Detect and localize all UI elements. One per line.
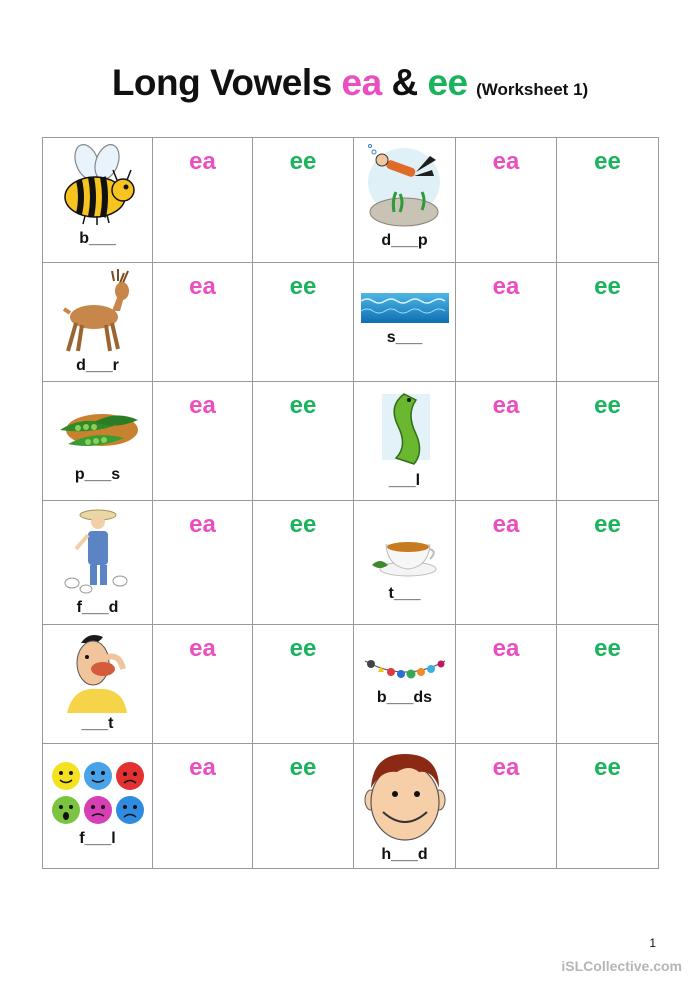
option-cell-ea[interactable]	[153, 625, 253, 744]
title-ee: ee	[427, 62, 468, 103]
option-ea: ea	[189, 392, 216, 419]
option-cell-ea[interactable]	[153, 382, 253, 501]
option-ee: ee	[289, 148, 317, 175]
option-cell-ee[interactable]	[253, 138, 354, 263]
word-clue: s___	[386, 329, 423, 346]
picture-cell	[354, 501, 456, 625]
option-cell-ea[interactable]	[456, 625, 557, 744]
option-cell-ea[interactable]	[153, 501, 253, 625]
option-cell-ea[interactable]	[153, 744, 253, 869]
option-cell-ee[interactable]	[557, 501, 659, 625]
title-amp: &	[381, 62, 428, 103]
worksheet-row	[43, 263, 659, 382]
option-cell-ee[interactable]	[557, 625, 659, 744]
worksheet-row	[43, 138, 659, 263]
sea-icon	[361, 293, 449, 323]
picture-cell	[43, 625, 153, 744]
option-ee: ee	[289, 635, 317, 662]
picture-cell	[43, 744, 153, 869]
picture-cell	[43, 138, 153, 263]
option-ea: ea	[189, 754, 216, 781]
title-prefix: Long Vowels	[111, 62, 342, 103]
option-cell-ee[interactable]	[253, 501, 354, 625]
deer-icon	[56, 267, 140, 355]
page-number: 1	[649, 936, 656, 950]
word-clue: t___	[388, 585, 421, 602]
tea-cup-icon	[370, 527, 440, 581]
option-ee: ee	[594, 754, 621, 781]
word-clue: ___l	[388, 472, 421, 489]
option-ea: ea	[492, 754, 520, 781]
option-cell-ee[interactable]	[253, 744, 354, 869]
worksheet-row	[43, 501, 659, 625]
option-cell-ee[interactable]	[253, 263, 354, 382]
picture-cell	[354, 744, 456, 869]
option-ee: ee	[594, 392, 621, 419]
man-eating-icon	[59, 629, 137, 713]
option-ee: ee	[594, 511, 621, 538]
emotion-faces-icon	[50, 760, 146, 826]
option-ee: ee	[289, 273, 317, 300]
option-cell-ee[interactable]	[557, 138, 659, 263]
title-suffix: (Worksheet 1)	[476, 80, 589, 99]
word-clue: f___d	[76, 599, 119, 616]
option-cell-ee[interactable]	[253, 382, 354, 501]
option-ee: ee	[594, 635, 621, 662]
option-cell-ee[interactable]	[557, 263, 659, 382]
peas-icon	[54, 404, 142, 456]
option-ee: ee	[289, 754, 317, 781]
option-ee: ee	[289, 511, 317, 538]
word-clue: b___ds	[376, 689, 433, 706]
picture-cell	[43, 263, 153, 382]
word-clue: d___r	[76, 357, 119, 374]
word-clue: ___t	[81, 715, 114, 732]
option-cell-ea[interactable]	[153, 263, 253, 382]
picture-cell	[43, 501, 153, 625]
option-cell-ee[interactable]	[557, 382, 659, 501]
option-ea: ea	[189, 511, 216, 538]
option-cell-ea[interactable]	[153, 138, 253, 263]
option-cell-ea[interactable]	[456, 263, 557, 382]
picture-cell	[354, 138, 456, 263]
option-ea: ea	[492, 148, 520, 175]
option-ea: ea	[492, 635, 520, 662]
page-title	[0, 62, 700, 104]
watermark: iSLCollective.com	[561, 958, 682, 974]
worksheet-table	[42, 137, 659, 869]
option-cell-ea[interactable]	[456, 138, 557, 263]
word-clue: p___s	[74, 466, 121, 483]
picture-cell	[354, 263, 456, 382]
word-clue: d___p	[381, 232, 428, 249]
worksheet-row	[43, 382, 659, 501]
option-cell-ea[interactable]	[456, 382, 557, 501]
option-cell-ee[interactable]	[557, 744, 659, 869]
option-ea: ea	[492, 273, 520, 300]
head-icon	[363, 748, 447, 844]
option-ee: ee	[594, 148, 621, 175]
worksheet-row	[43, 625, 659, 744]
farmer-feeding-chickens-icon	[60, 505, 136, 597]
option-ea: ea	[189, 148, 216, 175]
picture-cell	[354, 625, 456, 744]
option-ee: ee	[594, 273, 621, 300]
title-ea: ea	[341, 62, 382, 103]
option-ea: ea	[492, 511, 520, 538]
diver-icon	[364, 142, 446, 230]
option-cell-ea[interactable]	[456, 501, 557, 625]
beads-icon	[361, 653, 449, 683]
eel-icon	[374, 386, 436, 470]
option-cell-ea[interactable]	[456, 744, 557, 869]
option-ea: ea	[492, 392, 520, 419]
worksheet-row	[43, 744, 659, 869]
option-ee: ee	[289, 392, 317, 419]
option-cell-ee[interactable]	[253, 625, 354, 744]
bee-icon	[57, 142, 139, 228]
option-ea: ea	[189, 635, 216, 662]
picture-cell	[43, 382, 153, 501]
picture-cell	[354, 382, 456, 501]
word-clue: f___l	[79, 830, 116, 847]
word-clue: h___d	[381, 846, 428, 863]
option-ea: ea	[189, 273, 216, 300]
word-clue: b___	[79, 230, 116, 247]
